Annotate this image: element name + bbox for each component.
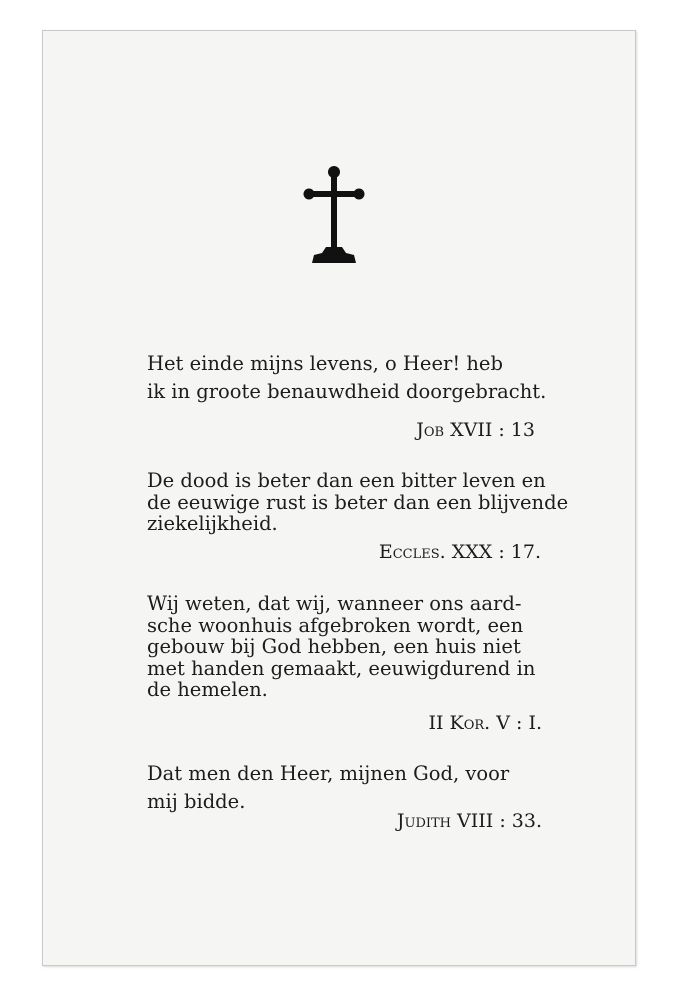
passage-3-line-5: de hemelen. xyxy=(147,678,268,701)
passage-2-reference: Eccles. XXX : 17. xyxy=(378,541,541,563)
passage-2-line-2: de eeuwige rust is beter dan een blijvende xyxy=(147,490,569,514)
passage-2-line-1: De dood is beter dan een bitter leven en xyxy=(147,469,546,492)
passage-2-line-3: ziekelijkheid. xyxy=(147,512,278,535)
passage-2 xyxy=(147,469,569,535)
passage-1-reference: Job XVII : 13 xyxy=(416,419,535,441)
passage-4 xyxy=(147,763,565,812)
passage-1 xyxy=(147,353,565,402)
passage-3-line-3: gebouw bij God hebben, een huis niet xyxy=(147,635,521,658)
passage-4-reference: Judith VIII : 33. xyxy=(396,810,542,832)
passage-3-line-1: Wij weten, dat wij, wanneer ons aard- xyxy=(147,592,522,615)
passage-3-line-4: met handen gemaakt, eeuwigdurend in xyxy=(147,656,536,680)
passage-4-line-1: Dat men den Heer, mijnen God, voor xyxy=(147,762,510,785)
passage-1-line-1: Het einde mijns levens, o Heer! heb xyxy=(147,352,503,375)
passage-3-reference: II Kor. V : I. xyxy=(428,712,542,734)
passage-3 xyxy=(147,593,565,701)
cross-icon xyxy=(302,163,366,267)
passage-3-line-2: sche woonhuis afgebroken wordt, een xyxy=(147,613,524,637)
passage-4-line-2: mij bidde. xyxy=(147,789,246,813)
passage-1-line-2: ik in groote benauwdheid doorgebracht. xyxy=(147,379,547,403)
